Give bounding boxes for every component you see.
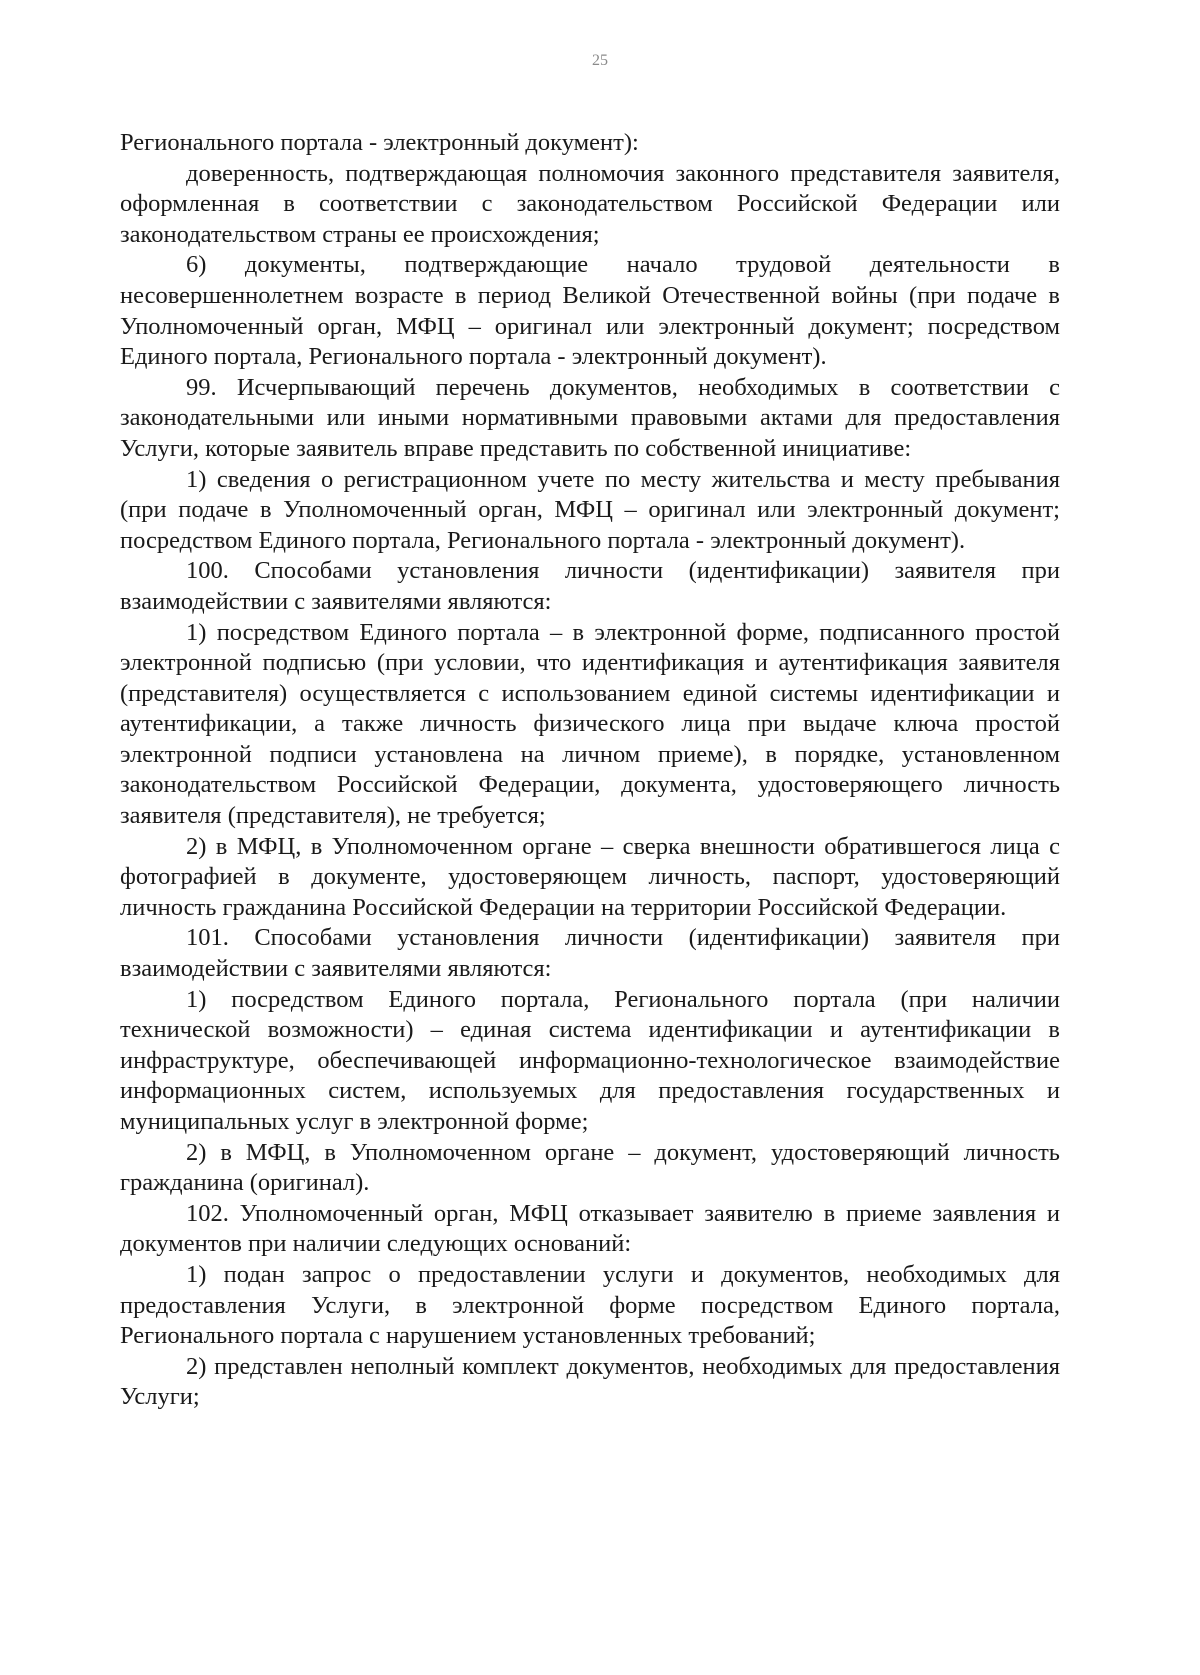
paragraph: 2) представлен неполный комплект документов, необходимых для предоставления Услуги; xyxy=(120,1352,1060,1411)
paragraph: 2) в МФЦ, в Уполномоченном органе – документ, удостоверяющий личность гражданина (оригинал). xyxy=(120,1138,1060,1197)
paragraph: 1) посредством Единого портала – в электронной форме, подписанного простой электронной подписью (при условии, что идентификация и аутентификация заявителя (представителя) осуществляется с использованием единой системы идентификации и аутентификации, а также личность физического лица при выдаче ключа простой электронной подписи установлена на личном приеме), в порядке, установленном законодательством Российской Федерации, документа, удостоверяющего личность заявителя (представителя), не требуется; xyxy=(120,618,1060,830)
document-body xyxy=(120,128,1060,1413)
paragraph: 99. Исчерпывающий перечень документов, необходимых в соответствии с законодательными или иными нормативными правовыми актами для предоставления Услуги, которые заявитель вправе представить по собственной инициативе: xyxy=(120,373,1060,462)
paragraph: 100. Способами установления личности (идентификации) заявителя при взаимодействии с заявителями являются: xyxy=(120,557,1060,615)
page-number: 25 xyxy=(592,52,608,69)
paragraph: 1) посредством Единого портала, Регионального портала (при наличии технической возможности) – единая система идентификации и аутентификации в инфраструктуре, обеспечивающей информационно-технологическое взаимодействие информационных систем, используемых для предоставления государственных и муниципальных услуг в электронной форме; xyxy=(120,985,1060,1135)
paragraph: 1) подан запрос о предоставлении услуги и документов, необходимых для предоставления Услуги, в электронной форме посредством Единого портала, Регионального портала с нарушением установленных требований; xyxy=(120,1260,1060,1350)
paragraph: 6) документы, подтверждающие начало трудовой деятельности в несовершеннолетнем возрасте в период Великой Отечественной войны (при подаче в Уполномоченный орган, МФЦ – оригинал или электронный документ; посредством Единого портала, Регионального портала - электронный документ). xyxy=(120,251,1060,371)
paragraph: 2) в МФЦ, в Уполномоченном органе – сверка внешности обратившегося лица с фотографией в документе, удостоверяющем личность, паспорт, удостоверяющий личность гражданина Российской Федерации на территории Российской Федерации. xyxy=(120,832,1060,921)
paragraph: 101. Способами установления личности (идентификации) заявителя при взаимодействии с заявителями являются: xyxy=(120,924,1060,983)
paragraph: 102. Уполномоченный орган, МФЦ отказывает заявителю в приеме заявления и документов при наличии следующих оснований: xyxy=(120,1199,1060,1258)
paragraph: 1) сведения о регистрационном учете по месту жительства и месту пребывания (при подаче в Уполномоченный орган, МФЦ – оригинал или электронный документ; посредством Единого портала, Регионального портала - электронный документ). xyxy=(120,465,1060,554)
paragraph: Регионального портала - электронный документ): xyxy=(120,129,639,156)
paragraph: доверенность, подтверждающая полномочия законного представителя заявителя, оформленная в соответствии с законодательством Российской Федерации или законодательством страны ее происхождения; xyxy=(120,159,1060,248)
